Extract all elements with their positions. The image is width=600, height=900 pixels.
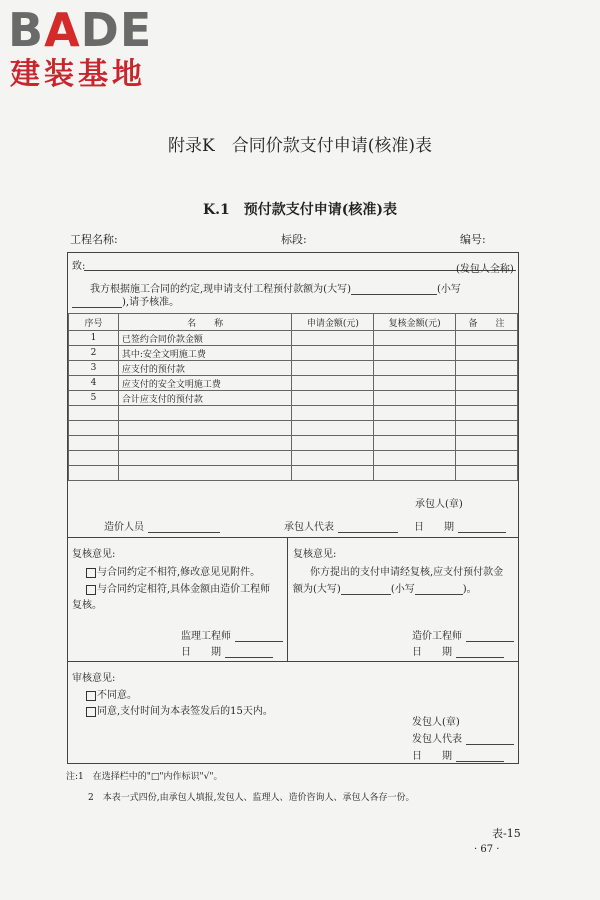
row-name: 其中:安全文明施工费 [118,346,292,361]
contractor-date-blank[interactable] [458,532,506,533]
contractor-seal-label: 承包人(章) [415,499,463,510]
table-row-empty [69,466,518,481]
table-row [69,391,518,406]
form-title: K.1 预付款支付申请(核准)表 [202,202,398,218]
review-left-option-1 [86,563,260,578]
row-no: 2 [69,346,119,361]
page-number: · 67 · [474,844,500,855]
brand-logo [8,3,153,57]
contractor-rep-line [284,518,398,533]
amount-number-blank [72,307,122,308]
requested-cell[interactable] [292,466,374,481]
table-row [69,376,518,391]
review-right-line-2 [293,580,477,595]
page-title: 附录K 合同价款支付申请(核准)表 [168,136,432,156]
payment-table [68,313,518,481]
audit-date-blank[interactable] [456,761,504,762]
remarks-cell[interactable] [456,346,518,361]
remarks-cell[interactable] [456,391,518,406]
review-left-date-label: 日 期 [181,647,221,658]
supervisor-blank[interactable] [235,641,283,642]
reviewed-amount-words-blank[interactable] [341,594,391,595]
employer-rep-label: 发包人代表 [412,734,462,745]
remarks-cell[interactable] [456,361,518,376]
checkbox-icon[interactable] [86,707,96,717]
reviewed-cell[interactable] [374,421,456,436]
cost-engineer-blank[interactable] [466,641,514,642]
reviewed-cell[interactable] [374,376,456,391]
reviewed-amount-number-blank[interactable] [415,594,463,595]
intro-text-1: 我方根据施工合同的约定,现申请支付工程预付款额为(大写) [90,284,351,295]
section-label: 标段: [281,233,307,246]
audit-option-2 [86,702,273,717]
review-left-date-line [181,643,273,658]
supervisor-label: 监理工程师 [181,631,231,642]
review-right-date-line [412,643,504,658]
row-no: 3 [69,361,119,376]
logo-letters-de: DE [80,3,153,57]
cost-staff-label: 造价人员 [104,522,144,533]
section-divider [67,537,519,538]
review-right-title: 复核意见: [293,549,337,560]
remarks-cell[interactable] [456,451,518,466]
logo-letter-b: B [8,3,45,57]
employer-rep-blank[interactable] [466,744,514,745]
reviewed-cell[interactable] [374,361,456,376]
review-right-text-a: 额为(大写) [293,584,341,595]
col-header-name: 名 称 [118,314,292,331]
row-name: 应支付的预付款 [118,361,292,376]
requested-cell[interactable] [292,451,374,466]
requested-cell[interactable] [292,406,374,421]
reviewed-cell[interactable] [374,346,456,361]
cost-staff-line [104,518,220,533]
contractor-rep-blank[interactable] [338,532,398,533]
remarks-cell[interactable] [456,331,518,346]
review-left-option-2 [86,580,270,595]
review-right-date-label: 日 期 [412,647,452,658]
table-row [69,331,518,346]
cost-engineer-line [412,627,514,642]
review-split-line [287,537,288,661]
checkbox-icon[interactable] [86,691,96,701]
reviewed-cell[interactable] [374,391,456,406]
review-left-option-2-cont: 复核。 [72,600,102,611]
table-row-empty [69,451,518,466]
review-left-option-1-text: 与合同约定不相符,修改意见见附件。 [97,567,261,578]
review-right-text-b: (小写 [390,584,415,595]
brand-logo-subtitle: 建装基地 [10,57,146,92]
review-right-line-1: 你方提出的支付申请经复核,应支付预付款金 [310,567,504,578]
review-right-text-c: )。 [462,584,477,595]
intro-text-2: (小写 [436,284,461,295]
audit-option-1 [86,686,137,701]
col-header-remarks: 备 注 [456,314,518,331]
row-name: 合计应支付的预付款 [118,391,292,406]
col-header-no: 序号 [69,314,119,331]
remarks-cell[interactable] [456,466,518,481]
reviewed-cell[interactable] [374,436,456,451]
note-2: 2 本表一式四份,由承包人填报,发包人、监理人、造价咨询人、承包人各存一份。 [88,793,415,803]
row-no: 4 [69,376,119,391]
requested-cell[interactable] [292,361,374,376]
table-header-row [69,314,518,331]
number-label: 编号: [460,233,486,246]
reviewed-cell[interactable] [374,466,456,481]
amount-words-blank [351,294,437,295]
cost-staff-blank[interactable] [148,532,220,533]
supervisor-line [181,627,283,642]
review-left-date-blank[interactable] [225,657,273,658]
row-name: 应支付的安全文明施工费 [118,376,292,391]
reviewed-cell[interactable] [374,331,456,346]
intro-line-2 [72,293,179,308]
requested-cell[interactable] [292,346,374,361]
audit-title: 审核意见: [72,673,116,684]
reviewed-cell[interactable] [374,406,456,421]
to-note: (发包人全称) [456,264,514,275]
cost-engineer-label: 造价工程师 [412,631,462,642]
employer-seal-label: 发包人(章) [412,717,460,728]
requested-cell[interactable] [292,436,374,451]
review-right-date-blank[interactable] [456,657,504,658]
table-row-empty [69,421,518,436]
to-blank-line [84,270,516,271]
review-left-option-2-text: 与合同约定相符,具体金额由造价工程师 [97,584,271,595]
intro-text-3: ),请予核准。 [122,297,180,308]
note-1: 注:1 在选择栏中的"□"内作标识"√"。 [66,772,223,782]
reviewed-cell[interactable] [374,451,456,466]
col-header-requested: 申请金额(元) [292,314,374,331]
audit-option-2-text: 同意,支付时间为本表签发后的15天内。 [97,706,273,717]
project-name-label: 工程名称: [70,233,118,246]
row-no: 5 [69,391,119,406]
requested-cell[interactable] [292,421,374,436]
remarks-cell[interactable] [456,421,518,436]
requested-cell[interactable] [292,331,374,346]
audit-date-label: 日 期 [412,751,452,762]
row-no: 1 [69,331,119,346]
checkbox-icon[interactable] [86,568,96,578]
checkbox-icon[interactable] [86,585,96,595]
col-header-reviewed: 复核金额(元) [374,314,456,331]
row-name: 已签约合同价款金额 [118,331,292,346]
remarks-cell[interactable] [456,436,518,451]
employer-rep-line [412,730,514,745]
audit-option-1-text: 不同意。 [97,690,137,701]
table-row-empty [69,406,518,421]
requested-cell[interactable] [292,376,374,391]
contractor-rep-label: 承包人代表 [284,522,334,533]
section-divider [67,661,519,662]
requested-cell[interactable] [292,391,374,406]
remarks-cell[interactable] [456,406,518,421]
contractor-date-label: 日 期 [414,522,454,533]
to-label: 致: [72,261,86,272]
audit-date-line [412,747,504,762]
logo-letter-a: A [44,3,81,57]
remarks-cell[interactable] [456,376,518,391]
table-number: 表-15 [492,827,521,840]
table-row [69,361,518,376]
table-row [69,346,518,361]
contractor-date-line [414,518,506,533]
review-left-title: 复核意见: [72,549,116,560]
table-row-empty [69,436,518,451]
